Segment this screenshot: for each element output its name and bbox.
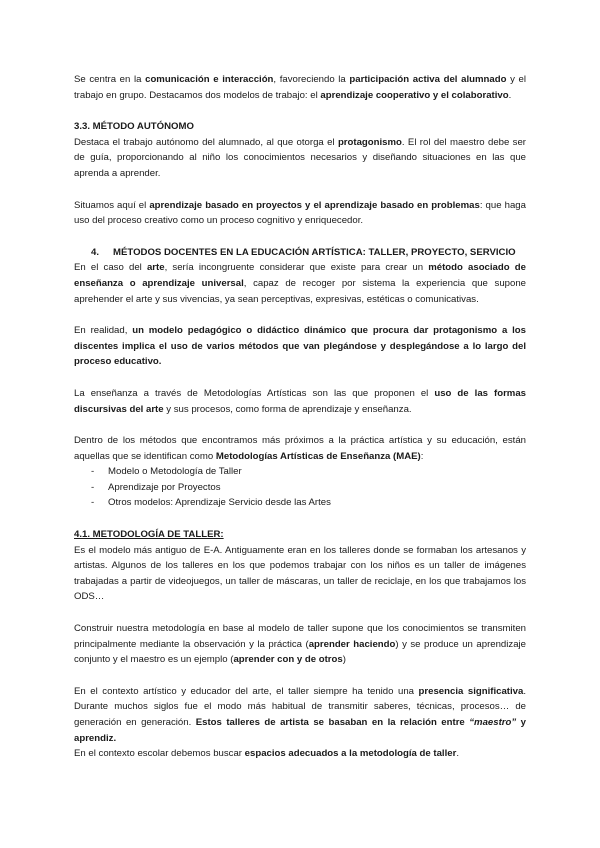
text-run: : xyxy=(420,450,424,462)
bold-run: arte xyxy=(146,262,165,274)
bold-run: uso de las formas discursivas del arte xyxy=(74,387,527,415)
list-item-text: Aprendizaje por Proyectos xyxy=(108,481,221,493)
text-run: . xyxy=(456,748,459,760)
sec33-paragraph-2 xyxy=(74,198,526,229)
text-run: ) y se produce un aprendizaje conjunto y el maestro es un ejemplo ( xyxy=(74,638,526,666)
bold-run: aprendizaje basado en proyectos y el aprendizaje basado en problemas xyxy=(149,199,480,211)
text-run: En realidad, xyxy=(74,325,133,337)
sec4-paragraph-2 xyxy=(74,323,526,370)
text-run: Destaca el trabajo autónomo del alumnado, al que otorga el xyxy=(74,136,338,148)
sec4-paragraph-4 xyxy=(74,433,526,464)
text-run: , sería incongruente considerar que existe para crear un xyxy=(164,262,429,274)
intro-paragraph xyxy=(74,72,526,103)
text-run: . El rol del maestro debe ser de guía, proporcionando al niño los conocimientos necesarios y diseñando situaciones en las que aprenda a aprender. xyxy=(74,136,526,179)
sec41-paragraph-4 xyxy=(74,746,526,762)
list-item xyxy=(74,464,526,480)
text-run: En el caso del xyxy=(74,262,147,274)
sec33-paragraph-1 xyxy=(74,135,526,182)
text-run: La enseñanza a través de Metodologías Artísticas son las que proponen el xyxy=(74,387,435,399)
text-run: Dentro de los métodos que encontramos más próximos a la práctica artística y su educación, están aquellas que se identifican como xyxy=(74,435,526,462)
bold-run: un modelo pedagógico o didáctico dinámico que procura dar protagonismo a los discentes implica el uso de varios métodos que van plegándose y desplegándose a lo largo del proceso educativo. xyxy=(74,325,526,368)
text-run: : que haga uso del proceso creativo como un proceso cognitivo y enriquecedor. xyxy=(74,199,526,227)
list-item xyxy=(74,480,526,496)
bold-run: aprender con y de otros xyxy=(233,654,343,666)
list-item xyxy=(74,495,526,511)
list-dash: - xyxy=(91,481,95,493)
bold-run: método asociado de enseñanza o aprendizaje universal xyxy=(74,262,526,289)
text-run: y sus procesos, como forma de aprendizaje y enseñanza. xyxy=(163,403,412,415)
sec4-paragraph-3 xyxy=(74,386,526,417)
text-run: Se centra en la xyxy=(74,74,146,85)
text-run: y el trabajo en grupo. Destacamos dos modelos de trabajo: el xyxy=(74,74,526,101)
bold-run: participación activa del alumnado xyxy=(349,74,507,85)
bold-run: espacios adecuados a la metodología de taller xyxy=(244,748,457,760)
text-run: Situamos aquí el xyxy=(74,199,150,211)
text-run: , favoreciendo la xyxy=(273,74,350,85)
text-run: En el contexto artístico y educador del arte, el taller siempre ha tenido una xyxy=(74,685,419,697)
bold-run: Metodologías Artísticas de Enseñanza (MAE) xyxy=(215,450,421,462)
text-run: En el contexto escolar debemos buscar xyxy=(74,748,245,760)
sec41-paragraph-1: Es el modelo más antiguo de E-A. Antiguamente eran en los talleres donde se formaban los artesanos y artistas. Algunos de los talleres en los que podemos trabajar con los niños es un taller de imágenes trabajadas a partir de videojuegos, un taller de máscaras, un taller de reciclaje, en los que trabajamos los ODS… xyxy=(74,544,526,603)
list-item-text: Otros modelos: Aprendizaje Servicio desde las Artes xyxy=(108,497,331,509)
bold-run: presencia significativa xyxy=(418,685,524,697)
text-run: ) xyxy=(342,654,346,666)
section-heading-4 xyxy=(74,245,526,261)
sec41-paragraph-2 xyxy=(74,621,526,668)
bold-run: protagonismo xyxy=(337,136,402,148)
bold-run: aprendizaje cooperativo y el colaborativo xyxy=(320,89,509,101)
list-dash: - xyxy=(91,497,95,509)
list-dash: - xyxy=(91,466,95,478)
bold-run: Estos talleres de artista se basaban en la relación entre xyxy=(195,717,470,728)
section-heading-3-3: 3.3. MÉTODO AUTÓNOMO xyxy=(74,121,194,133)
text-run: , capaz de recoger por sistema la experiencia que supone aprehender el arte y sus vivencias, ya sean perceptivas, expresivas, estéticas o comunicativas. xyxy=(74,277,527,305)
bold-run: y aprendiz. xyxy=(74,717,526,744)
section-title: MÉTODOS DOCENTES EN LA EDUCACIÓN ARTÍSTICA: TALLER, PROYECTO, SERVICIO xyxy=(113,246,516,258)
text-run: Construir nuestra metodología en base al modelo de taller supone que los conocimientos se transmiten principalmente mediante la observación y la práctica ( xyxy=(74,623,526,650)
sec41-paragraph-3 xyxy=(74,684,526,746)
text-run: . Durante muchos siglos fue el modo más habitual de transmitir saberes, técnicas, procesos… de generación en generación. xyxy=(74,685,527,728)
text-run: . xyxy=(508,89,512,101)
section-heading-4-1: 4.1. METODOLOGÍA DE TALLER: xyxy=(74,529,224,541)
mae-list xyxy=(74,464,526,511)
italic-run: “maestro” xyxy=(469,717,517,728)
list-item-text: Modelo o Metodología de Taller xyxy=(108,466,242,478)
bold-run: aprender haciendo xyxy=(308,638,396,650)
section-number: 4. xyxy=(91,246,100,258)
bold-run: comunicación e interacción xyxy=(145,74,274,85)
sec4-paragraph-1 xyxy=(74,260,526,307)
